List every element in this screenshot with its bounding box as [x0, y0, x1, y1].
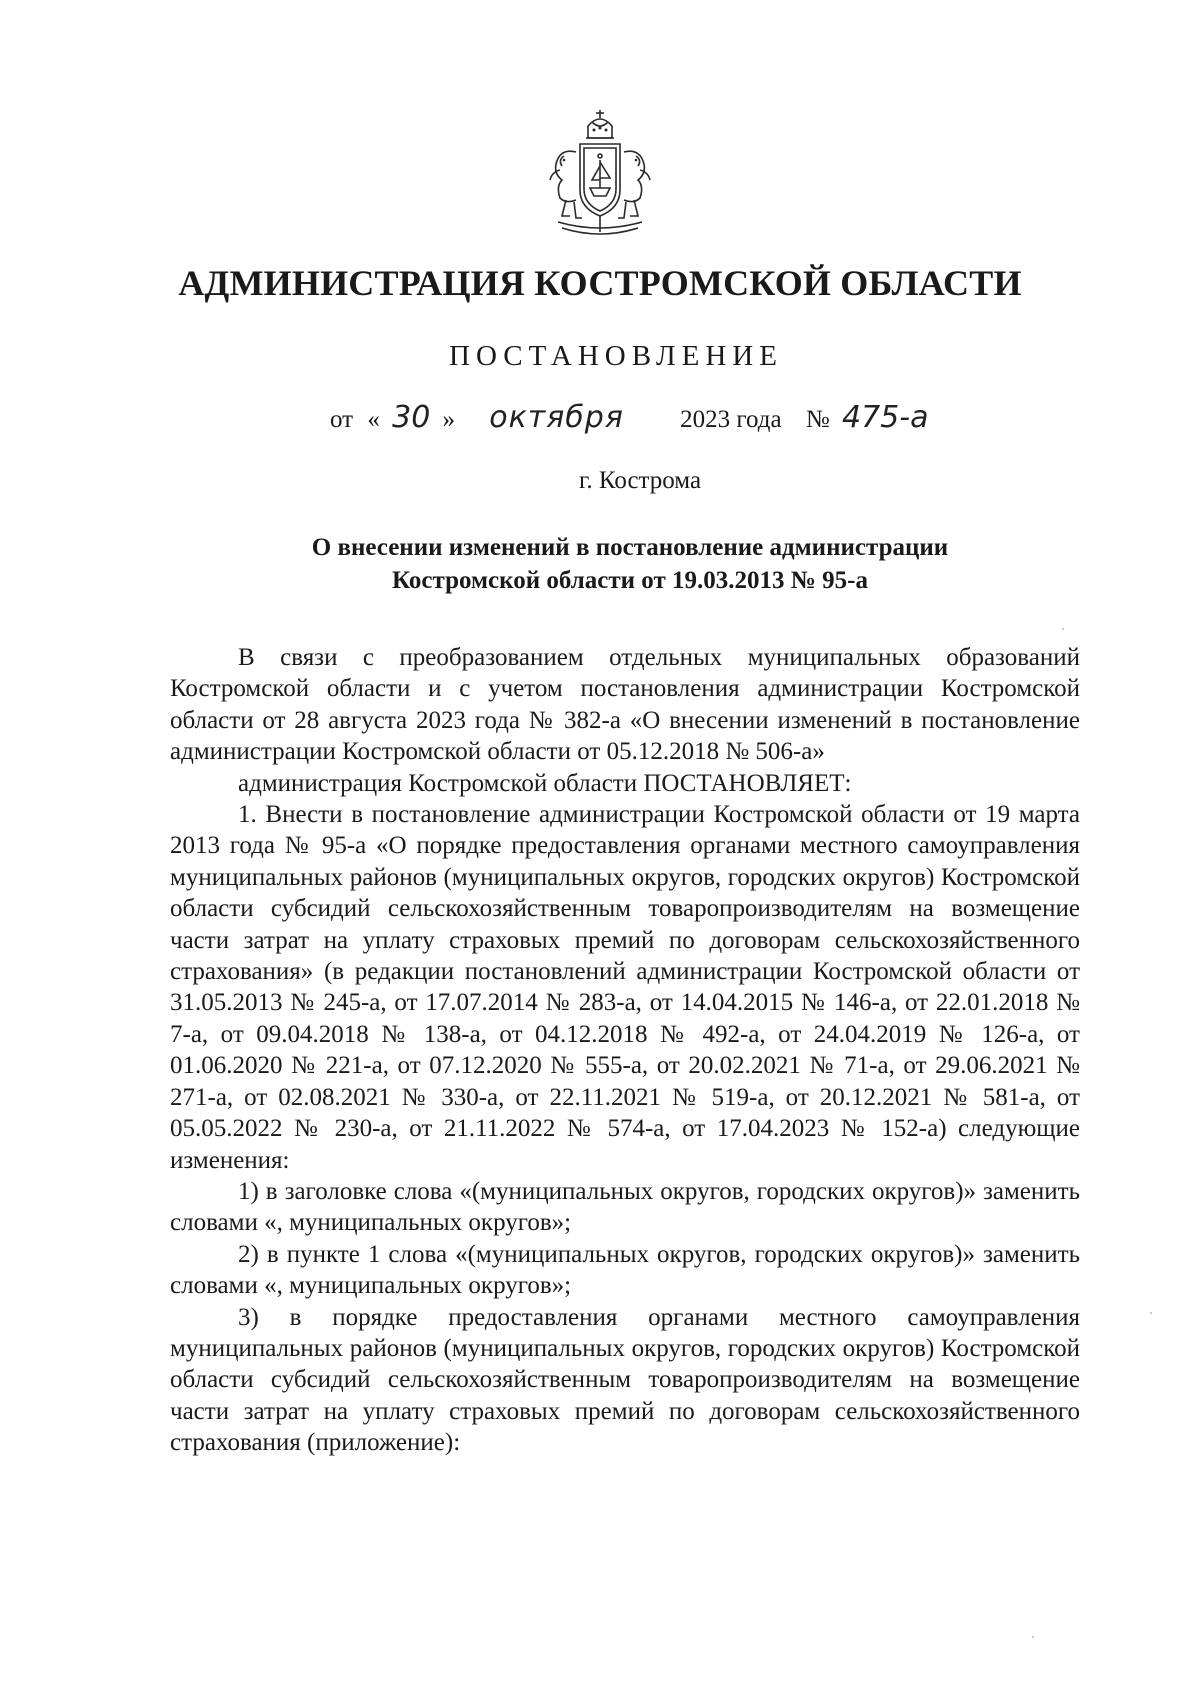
- title-line-1: О внесении изменений в постановление администрации: [311, 534, 949, 561]
- scan-speck: [1062, 628, 1064, 630]
- document-number: 475-а: [841, 400, 929, 435]
- document-title: [170, 531, 1090, 597]
- title-line-2: Костромской области от 19.03.2013 № 95-а: [392, 567, 868, 594]
- paragraph-subitem-1: 1) в заголовке слова «(муниципальных округов, городских округов)» заменить словами «, муниципальных округов»;: [170, 1177, 1080, 1237]
- document-type: ПОСТАНОВЛЕНИЕ: [449, 340, 783, 372]
- paragraph-item-1: 1. Внести в постановление администрации Костромской области от 19 марта 2013 года № 95-а «О порядке предоставления органами местного самоуправления муниципальных районов (муниципальных округов, городских округов) Костромской области субсидий сельскохозяйственным товаропроизводителям на возмещение части затрат на уплату страховых премий по договорам сельскохозяйственного страхования» (в редакции постановлений администрации Костромской области от 31.05.2013 № 245-а, от 17.07.2014 № 283-а, от 14.04.2015 № 146-а, от 22.01.2018 № 7-а, от 09.04.2018 № 138-а, от 04.12.2018 № 492-а, от 24.04.2019 № 126-а, от 01.06.2020 № 221-а, от 07.12.2020 № 555-а, от 20.02.2021 № 71-а, от 29.06.2021 № 271-а, от 02.08.2021 № 330-а, от 22.11.2021 № 519-а, от 20.12.2021 № 581-а, от 05.05.2022 № 230-а, от 21.11.2022 № 574-а, от 17.04.2023 № 152-а) следующие изменения:: [170, 801, 1080, 1174]
- date-close-quote: »: [442, 406, 456, 433]
- organization-name: АДМИНИСТРАЦИЯ КОСТРОМСКОЙ ОБЛАСТИ: [178, 263, 1022, 303]
- city: г. Кострома: [578, 467, 702, 494]
- paragraph-subitem-3: 3) в порядке предоставления органами местного самоуправления муниципальных районов (муниципальных округов, городских округов) Костромской области субсидий сельскохозяйственным товаропроизводителям на возмещение части затрат на уплату страховых премий по договорам сельскохозяйственного страхования (приложение):: [170, 1303, 1080, 1457]
- date-day: 30: [392, 400, 431, 435]
- scan-speck: [1150, 1312, 1152, 1314]
- number-sign: №: [805, 406, 830, 433]
- date-prefix: от: [330, 406, 354, 433]
- document-body: [170, 642, 1080, 1459]
- date-open-quote: «: [367, 406, 380, 433]
- paragraph-resolves: администрация Костромской области ПОСТАНОВЛЯЕТ:: [238, 769, 852, 797]
- date-year: 2023 года: [680, 406, 782, 433]
- date-month: октября: [489, 400, 624, 435]
- coat-of-arms-icon: [536, 108, 664, 244]
- paragraph-subitem-2: 2) в пункте 1 слова «(муниципальных округов, городских округов)» заменить словами «, муниципальных округов»;: [170, 1240, 1080, 1300]
- paragraph-preamble: В связи с преобразованием отдельных муниципальных образований Костромской области и с учетом постановления администрации Костромской области от 28 августа 2023 года № 382-а «О внесении изменений в постановление администрации Костромской области от 05.12.2018 № 506-а»: [170, 644, 1080, 766]
- document-date-line: [330, 400, 928, 435]
- scan-speck: [1032, 1636, 1034, 1638]
